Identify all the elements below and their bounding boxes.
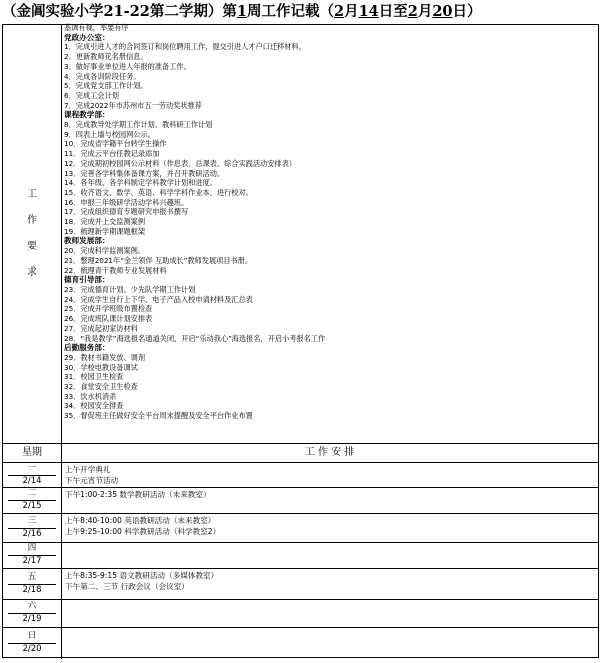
weekday: 日 xyxy=(27,631,37,641)
requirement-item: 32．食堂安全卫生检查 xyxy=(64,382,138,392)
date-divider xyxy=(8,584,56,585)
date: 2/14 xyxy=(22,476,42,486)
event-item: 上午9:25-10:00 科学教研活动（科学教室2） xyxy=(65,527,221,536)
date-divider xyxy=(8,555,56,556)
requirement-item: 27．完成起初家访材料 xyxy=(64,323,138,333)
requirement-item: 1．完成引进人才的合同签订和岗位聘用工作，提交引进人才户口迁移材料。 xyxy=(64,42,306,52)
row-divider xyxy=(3,487,598,488)
section-heading: 课程教学部： xyxy=(64,110,110,120)
requirement-item: 3．做好事业单位进人年报的准备工作。 xyxy=(64,61,191,71)
plan-column-header: 工 作 安 排 xyxy=(304,447,355,458)
requirement-item: 16．申报三年级研学活动学科兴趣班。 xyxy=(64,197,189,207)
row-divider xyxy=(3,627,598,628)
requirement-item: 13．完善各学科集体备课方案，并召开教研活动。 xyxy=(64,168,225,178)
requirement-item: 9．四表上墙与校园网公示。 xyxy=(64,129,155,139)
day-column-header: 星期 xyxy=(22,447,42,458)
weekday: 五 xyxy=(27,571,37,582)
requirement-item: 17．完成组织德育专题研究申报书撰写 xyxy=(64,207,189,217)
record-table xyxy=(2,24,599,658)
date: 2/19 xyxy=(22,614,42,624)
requirement-item: 28．“我是教学”海选报名通道关闭，开启“乐动我心”海选报名，开启小考报名工作 xyxy=(64,333,326,343)
day-cell xyxy=(3,568,61,599)
date-divider xyxy=(8,528,56,529)
day-cell xyxy=(3,462,61,487)
requirement-item: 20．完成科学监测案例。 xyxy=(64,246,146,256)
row-divider xyxy=(3,568,598,569)
day-cell xyxy=(3,487,61,513)
requirement-item: 5．完成党支部工作计划。 xyxy=(64,81,148,91)
day-cell xyxy=(3,513,61,542)
row-divider xyxy=(3,513,598,514)
date-divider xyxy=(8,613,56,614)
event-item: 下午第二、三节 行政会议（会议室） xyxy=(65,582,189,591)
day-events xyxy=(65,515,585,537)
requirement-item: 25．完成开学班级布置检查 xyxy=(64,304,153,314)
date: 2/15 xyxy=(22,501,42,511)
row-divider xyxy=(3,542,598,543)
requirement-item: 15．收齐语文、数学、英语、科学学科作业本，进行校对。 xyxy=(64,187,253,197)
row-divider xyxy=(3,599,598,600)
requirement-item: 基调有视，举要有序 xyxy=(64,23,129,32)
day-events xyxy=(65,464,585,486)
requirement-item: 34．校园安全排查 xyxy=(64,401,124,411)
requirement-item: 23．完成德育计划、少先队学期工作计划 xyxy=(64,284,196,294)
day-events xyxy=(65,489,585,500)
requirements-label: 工 作 要 求 xyxy=(27,189,37,278)
requirement-item: 4．完成各训阶段任务。 xyxy=(64,71,141,81)
day-cell xyxy=(3,542,61,568)
weekday: 一 xyxy=(27,463,37,473)
header-divider xyxy=(3,462,598,463)
requirement-item: 19．梳理新学期课题框架 xyxy=(64,226,146,236)
section-heading: 后勤服务部： xyxy=(64,343,110,353)
date: 2/20 xyxy=(22,644,42,654)
weekday: 六 xyxy=(27,601,37,611)
weekday: 二 xyxy=(27,488,37,498)
requirement-item: 14．各年级、各学科制定学科教学计划和进度。 xyxy=(64,178,217,188)
requirement-item: 30．学校电教设备调试 xyxy=(64,362,138,372)
column-divider xyxy=(61,25,62,659)
event-item: 下午1:00-2:35 数学教研活动（未来教室） xyxy=(65,490,211,499)
document-title: （金阊实验小学21-22第二学期）第1周工作记载（2月14日至2月20日） xyxy=(2,3,482,20)
requirement-item: 31．校园卫生检查 xyxy=(64,372,124,382)
section-heading: 德育引导部： xyxy=(64,275,110,285)
date: 2/17 xyxy=(22,556,42,566)
requirement-item: 11．完成云平台任教记录添加 xyxy=(64,149,160,159)
requirement-item: 12．完成期初校园网公示材料（作息表、总课表、综合实践活动安排表） xyxy=(64,158,296,168)
requirement-item: 10．完成省学籍平台转学生操作 xyxy=(64,139,167,149)
weekday: 三 xyxy=(27,515,37,526)
requirement-item: 29．教材书籍发放、调剂 xyxy=(64,352,146,362)
requirement-item: 33．饮水机消杀 xyxy=(64,391,117,401)
requirement-item: 7．完成2022年市苏州市五一劳动奖状推荐 xyxy=(64,100,202,110)
weekday: 四 xyxy=(27,543,37,553)
event-item: 上午8:35-9:15 语文教研活动（多媒体教室） xyxy=(65,571,219,580)
section-heading: 党政办公室： xyxy=(64,32,110,42)
requirement-item: 35．督促班主任做好安全平台周末提醒及安全平台作业布置 xyxy=(64,411,253,421)
day-cell xyxy=(3,627,61,659)
requirement-item: 8．完成教导处学期工作计划、教科研工作计划 xyxy=(64,120,213,130)
requirement-item: 2．更新教师花名册信息。 xyxy=(64,52,148,62)
date-divider xyxy=(8,500,56,501)
requirement-item: 6．完成工会计划 xyxy=(64,90,119,100)
requirement-item: 21．整理2021年“金兰领伴 互助成长”教师发展项目书册。 xyxy=(64,255,253,265)
day-cell xyxy=(3,599,61,627)
section-heading: 教师发展部： xyxy=(64,236,110,246)
event-item: 上午开学典礼 xyxy=(65,465,111,474)
requirements-list xyxy=(64,23,594,443)
requirement-item: 26．完成班队课计划安排表 xyxy=(64,314,153,324)
requirement-item: 18．完成并上交监测案例 xyxy=(64,217,146,227)
date: 2/18 xyxy=(22,584,42,595)
date: 2/16 xyxy=(22,528,42,539)
date-divider xyxy=(8,643,56,644)
event-item: 下午元宵节活动 xyxy=(65,476,119,485)
event-item: 上午8:40-10:00 英语教研活动（未来教室） xyxy=(65,516,216,525)
requirement-item: 22．梳理青干教师专业发展材料 xyxy=(64,265,167,275)
date-divider xyxy=(8,475,56,476)
requirement-item: 24．完成学生自行上下学、电子产品入校申请材料及汇总表 xyxy=(64,294,253,304)
day-events xyxy=(65,570,585,592)
